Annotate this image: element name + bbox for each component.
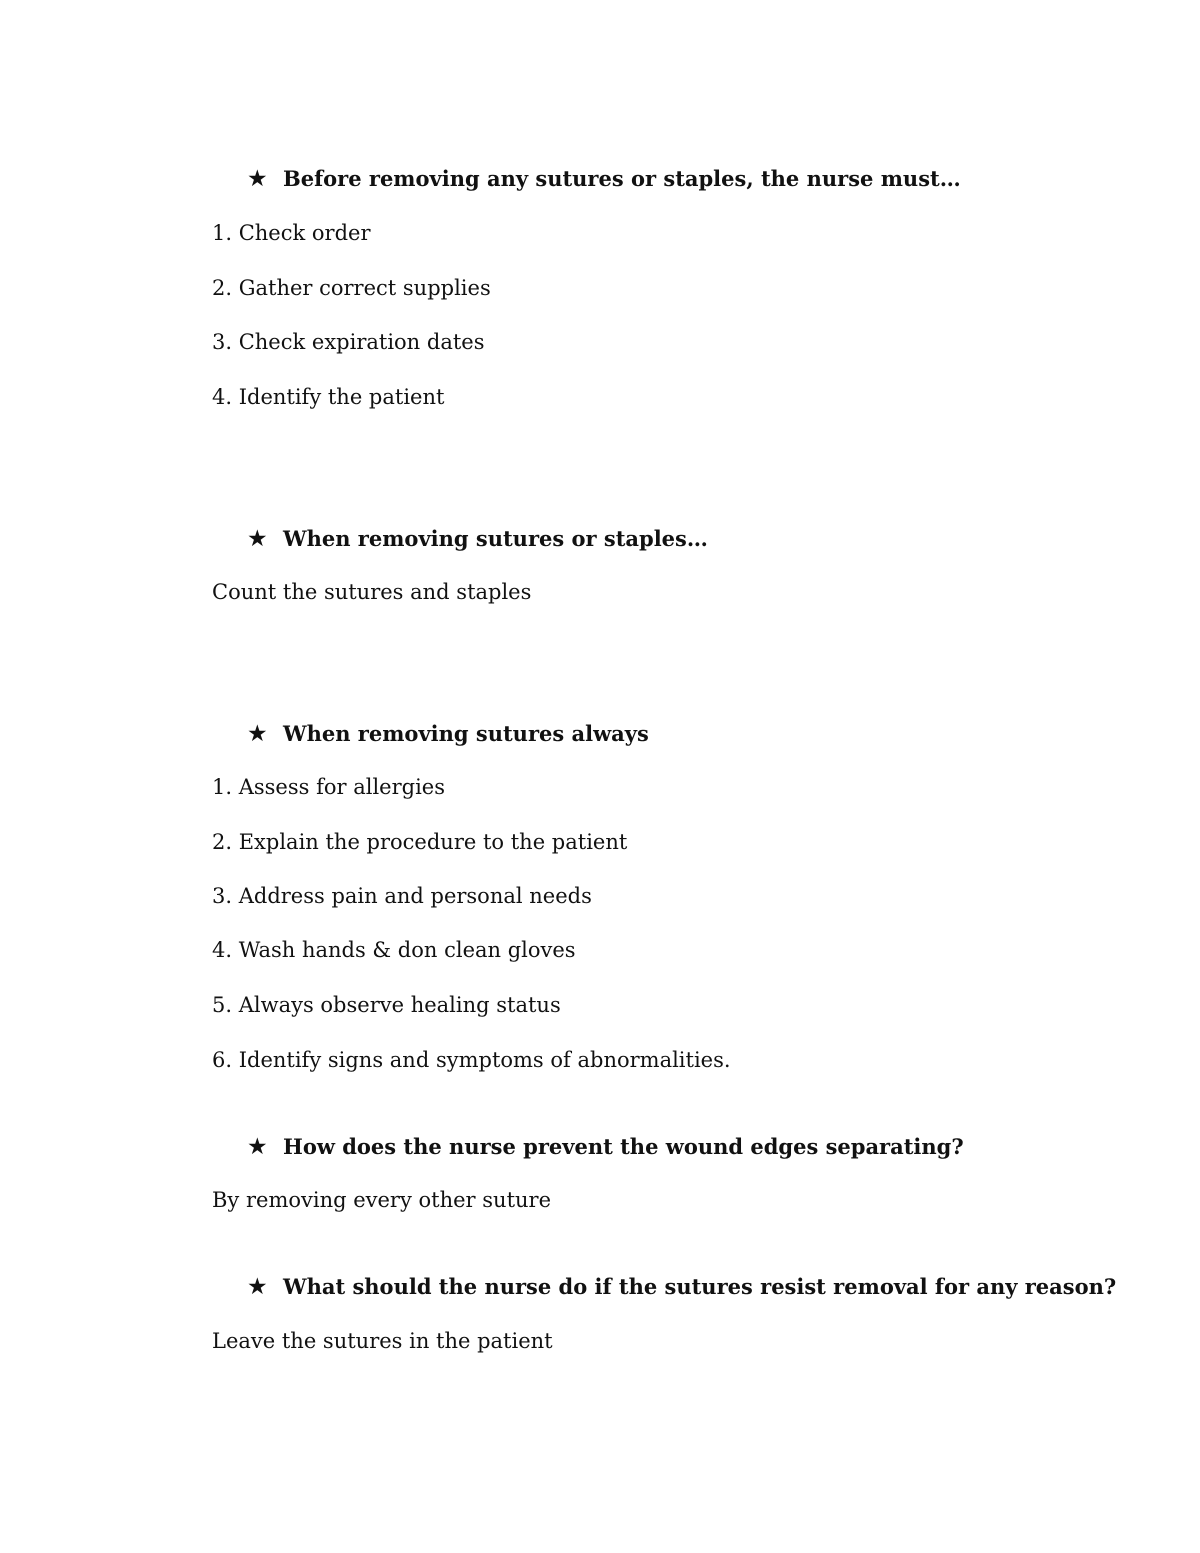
section-heading-always (247, 721, 649, 747)
star-icon: ★ (247, 1274, 268, 1300)
list-item: 5. Always observe healing status (212, 993, 561, 1017)
section-heading-prevent-separation (247, 1134, 964, 1160)
list-item: 2. Explain the procedure to the patient (212, 830, 628, 854)
star-icon: ★ (247, 526, 268, 552)
answer-text: Leave the sutures in the patient (212, 1329, 553, 1353)
section-heading-when-removing (247, 526, 708, 552)
heading-text: Before removing any sutures or staples, the nurse must… (283, 166, 961, 191)
list-item: 4. Wash hands & don clean gloves (212, 938, 576, 962)
heading-text: When removing sutures or staples… (283, 526, 708, 551)
star-icon: ★ (247, 166, 268, 192)
answer-text: By removing every other suture (212, 1188, 551, 1212)
section-heading-before-removing (247, 166, 961, 192)
star-icon: ★ (247, 1134, 268, 1160)
list-item: 3. Check expiration dates (212, 330, 485, 354)
heading-text: When removing sutures always (283, 721, 649, 746)
section-heading-resist-removal (247, 1274, 1116, 1300)
answer-text: Count the sutures and staples (212, 580, 532, 604)
heading-text: What should the nurse do if the sutures resist removal for any reason? (283, 1274, 1117, 1299)
list-item: 2. Gather correct supplies (212, 276, 491, 300)
list-item: 1. Check order (212, 221, 371, 245)
list-item: 1. Assess for allergies (212, 775, 445, 799)
list-item: 4. Identify the patient (212, 385, 445, 409)
star-icon: ★ (247, 721, 268, 747)
list-item: 3. Address pain and personal needs (212, 884, 592, 908)
heading-text: How does the nurse prevent the wound edges separating? (283, 1134, 964, 1159)
list-item: 6. Identify signs and symptoms of abnormalities. (212, 1048, 731, 1072)
